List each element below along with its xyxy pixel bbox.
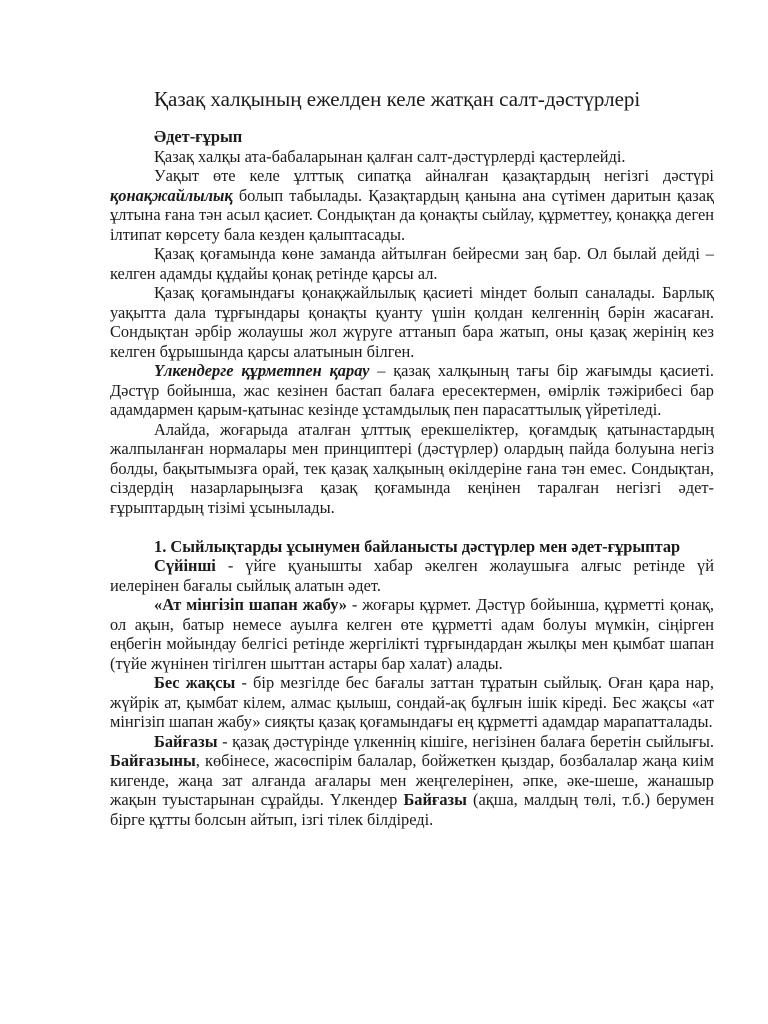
- paragraph-text: Уақыт өте келе ұлттық сипатқа айналған қазақтардың негізгі дәстүрі: [154, 166, 714, 185]
- paragraph-at-mingizip: [110, 595, 714, 673]
- paragraph-baigazy: [110, 732, 714, 830]
- paragraph-text: - үйге қуанышты хабар әкелген жолаушыға алғыс ретінде үй иелерінен бағалы сыйлық алатын әдет.: [110, 556, 714, 595]
- paragraph-text: - бір мезгілде бес бағалы заттан тұратын сыйлық. Оған қара нар, жүйрік ат, қымбат кілем, алмас қылыш, сондай-ақ бұлғын ішік кіреді. Бес жақсы «ат мінгізіп шапан жабу» сияқты қазақ қоғамындағы ең құрметті адамдар марапатталады.: [110, 673, 715, 731]
- paragraph-unwritten-law: Қазақ қоғамында көне заманда айтылған бейресми заң бар. Ол былай дейді – келген адамды құдайы қонақ ретінде қарсы ал.: [110, 244, 714, 283]
- paragraph-text: – қазақ халқының тағы бір жағымды қасиеті. Дәстүр бойынша, жас кезінен бастап балаға ересектермен, өмірлік тәжірибесі бар адамдармен қарым-қатынас кезінде ұстамдылық пен парасаттылық үйретіледі.: [110, 361, 714, 419]
- document-title: Қазақ халқының ежелден келе жатқан салт-дәстүрлері: [154, 87, 641, 111]
- paragraph-respect-elders: [110, 361, 714, 420]
- term-baigazy: Байғазы: [154, 731, 218, 751]
- document-body: [110, 86, 714, 829]
- term-baigazy-gift: Байғазы: [403, 790, 467, 809]
- section-heading: Әдет-ғұрып: [154, 127, 243, 146]
- term-at-mingizip: «Ат мінгізіп шапан жабу»: [154, 595, 348, 614]
- paragraph-intro: Қазақ халқы ата-бабаларынан қалған салт-дәстүрлерді қастерлейді.: [154, 146, 626, 166]
- paragraph-text: - жоғары құрмет. Дәстүр бойынша, құрметті қонақ, ол ақын, батыр немесе ауылға келген өте құрметті адам болуы мүмкін, сіңірген еңбегін мойындау белгісі ретінде жергілікті тұрғындардан жылқы мен қымбат шапан (түйе жүнінен тігілген шыттан астары бар халат) алады.: [110, 595, 715, 673]
- paragraph-customs-list-intro: Алайда, жоғарыда аталған ұлттық ерекшеліктер, қоғамдық қатынастардың жалпыланған нормалары мен принциптері (дәстүрлер) олардың пайда болуына негіз болды, бақытымызға орай, тек қазақ халқының өкілдеріне ғана тән емес. Сондықтан, сіздердің назарларыңызға қазақ қоғамында кеңінен таралған негізгі әдет-ғұрыптардың тізімі ұсынылады.: [110, 419, 714, 517]
- paragraph-bes-zhaksy: [110, 673, 714, 732]
- paragraph-suyinshi: [110, 556, 714, 595]
- paragraph-hospitality: [110, 166, 714, 244]
- paragraph-duty: Қазақ қоғамындағы қонақжайлылық қасиеті міндет болып саналады. Барлық уақытта дала тұрғындары қонақты қуанту үшін қолдан келгеннің бәрін жасаған. Сондықтан әрбір жолаушы жол жүруге аттанып бара жатып, оны қазақ жерінің кез келген бұрышында қарсы алатынын білген.: [110, 283, 714, 361]
- paragraph-text: (ақша, малдың төлі, т.б.) берумен бірге құтты болсын айтып, ізгі тілек білдіреді.: [110, 790, 715, 829]
- term-bes-zhaksy: Бес жақсы: [154, 673, 236, 692]
- paragraph-text: , көбінесе, жасөспірім балалар, бойжеткен қыздар, бозбалалар жаңа киім кигенде, жаңа зат алғанда ағалары мен жеңгелерінен, әпке, әке-шеше, жанашыр жақын туыстарынан сұрайды. Үлкендер: [110, 751, 714, 809]
- numbered-heading: 1. Сыйлықтарды ұсынумен байланысты дәстүрлер мен әдет-ғұрыптар: [154, 536, 681, 556]
- term-respect-elders: Үлкендерге құрметпен қарау: [154, 361, 370, 380]
- paragraph-text: - қазақ дәстүрінде үлкеннің кішіге, негізінен балаға беретін сыйлығы.: [217, 731, 714, 751]
- paragraph-text: болып табылады. Қазақтардың қанына ана сүтімен даритын қазақ ұлтына ғана тән асыл қасиет. Сондықтан да қонақты сыйлау, құрметтеу, қонаққа деген ілтипат көрсету бала кезден қалыптасады.: [110, 185, 714, 244]
- blank-line: [110, 517, 714, 537]
- term-baigazy-object: Байғазыны: [110, 751, 196, 770]
- term-hospitality: қонақжайлылық: [110, 185, 233, 205]
- term-suyinshi: Сүйінші: [154, 556, 216, 575]
